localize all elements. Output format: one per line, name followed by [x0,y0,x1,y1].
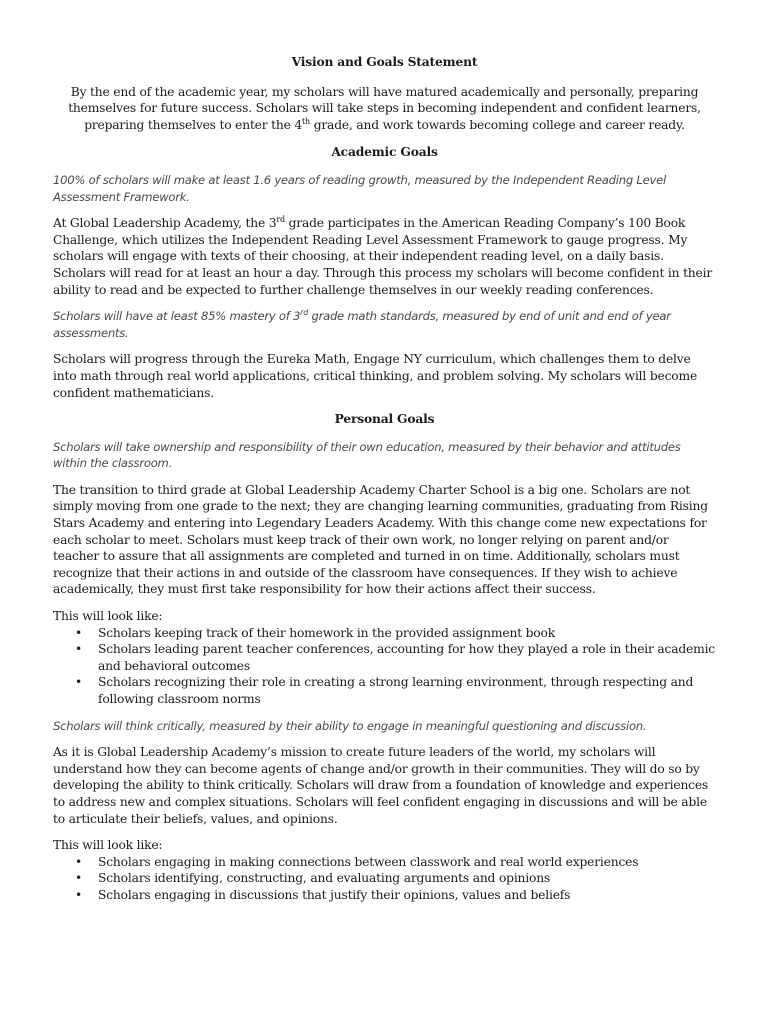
list-item-text: Scholars leading parent teacher conferences, accounting for how they played a role in their academic and behavioral outcomes [98,642,715,673]
list-item [75,674,716,707]
look-like-label: This will look like: [53,609,163,624]
critical-thinking-bullet-list [53,854,716,904]
list-item-text: Scholars identifying, constructing, and evaluating arguments and opinions [98,871,551,886]
bullet-icon: • [75,854,83,869]
transition-paragraph: The transition to third grade at Global Leadership Academy Charter School is a big one. Scholars are not simply moving from one grade to the next; they are changing learning communities, graduating from Rising Stars Academy and entering into Legendary Leaders Academy. With this change come new expectations for each scholar to meet. Scholars must keep track of their own work, no longer relying on parent and/or teacher to assure that all assignments are completed and turned in on time. Additionally, scholars must recognize that their actions in and outside of the classroom have consequences. If they wish to achieve academically, they must first take responsibility for how their actions affect their success. [53,482,708,597]
math-goal-end: grade math standards, measured by end of unit and end of year assessments. [53,309,671,340]
list-item [75,887,716,904]
vision-text-start: By the end of the academic year, my scholars will have matured academically and personally, preparing themselves for future success. Scholars will take steps in becoming independent and confident learners, preparing themselves to enter the 4 [68,84,701,132]
list-item [75,641,716,674]
bullet-icon: • [75,625,83,640]
personal-goals-heading: Personal Goals [334,411,435,427]
look-like-label: This will look like: [53,838,163,853]
vision-paragraph [53,84,716,134]
list-item-text: Scholars engaging in discussions that justify their opinions, values and beliefs [98,887,571,902]
list-item-text: Scholars recognizing their role in creating a strong learning environment, through respecting and following classroom norms [98,675,694,706]
vision-text-end: grade, and work towards becoming college and career ready. [310,117,685,132]
reading-text-end: grade participates in the American Reading Company’s 100 Book Challenge, which utilizes the Independent Reading Level Assessment Framework to gauge progress. My scholars will engage with texts of their choosing, at their independent reading level, on a daily basis. Scholars will read for at least an hour a day. Through this process my scholars will become confident in their ability to read and be expected to further challenge themselves in our weekly reading conferences. [53,216,713,297]
list-item [75,854,716,871]
math-goal-start: Scholars will have at least 85% mastery of 3 [53,309,301,324]
mission-paragraph: As it is Global Leadership Academy’s mission to create future leaders of the world, my scholars will understand how they can become agents of change and/or growth in their communities. They will do so by developing the ability to think critically. Scholars will draw from a foundation of knowledge and experiences to address new and complex situations. Scholars will feel confident engaging in discussions and will be able to articulate their beliefs, values, and opinions. [53,745,709,826]
academic-goals-heading: Academic Goals [331,144,438,160]
math-paragraph: Scholars will progress through the Eureka Math, Engage NY curriculum, which challenges them to delve into math through real world applications, critical thinking, and problem solving. My scholars will become confident mathematicians. [53,352,698,400]
list-item [75,870,716,887]
bullet-icon: • [75,887,83,902]
bullet-icon: • [75,675,83,690]
bullet-icon: • [75,871,83,886]
reading-goal: 100% of scholars will make at least 1.6 years of reading growth, measured by the Independent Reading Level Assessment Framework. [53,172,666,204]
ownership-bullet-list [53,625,716,708]
list-item-text: Scholars keeping track of their homework in the provided assignment book [98,625,555,640]
document-title: Vision and Goals Statement [291,54,478,69]
list-item [75,625,716,642]
ownership-goal: Scholars will take ownership and responsibility of their own education, measured by their behavior and attitudes within the classroom. [53,439,681,471]
critical-thinking-goal: Scholars will think critically, measured by their ability to engage in meaningful questioning and discussion. [53,718,647,733]
math-goal [53,308,716,341]
reading-text-start: At Global Leadership Academy, the 3 [53,216,277,231]
vision-ordinal-suffix: th [302,116,310,126]
math-ordinal-suffix: rd [300,308,309,318]
bullet-icon: • [75,642,83,657]
list-item-text: Scholars engaging in making connections between classwork and real world experiences [98,854,639,869]
reading-ordinal-suffix: rd [276,215,285,225]
reading-paragraph [53,215,716,298]
